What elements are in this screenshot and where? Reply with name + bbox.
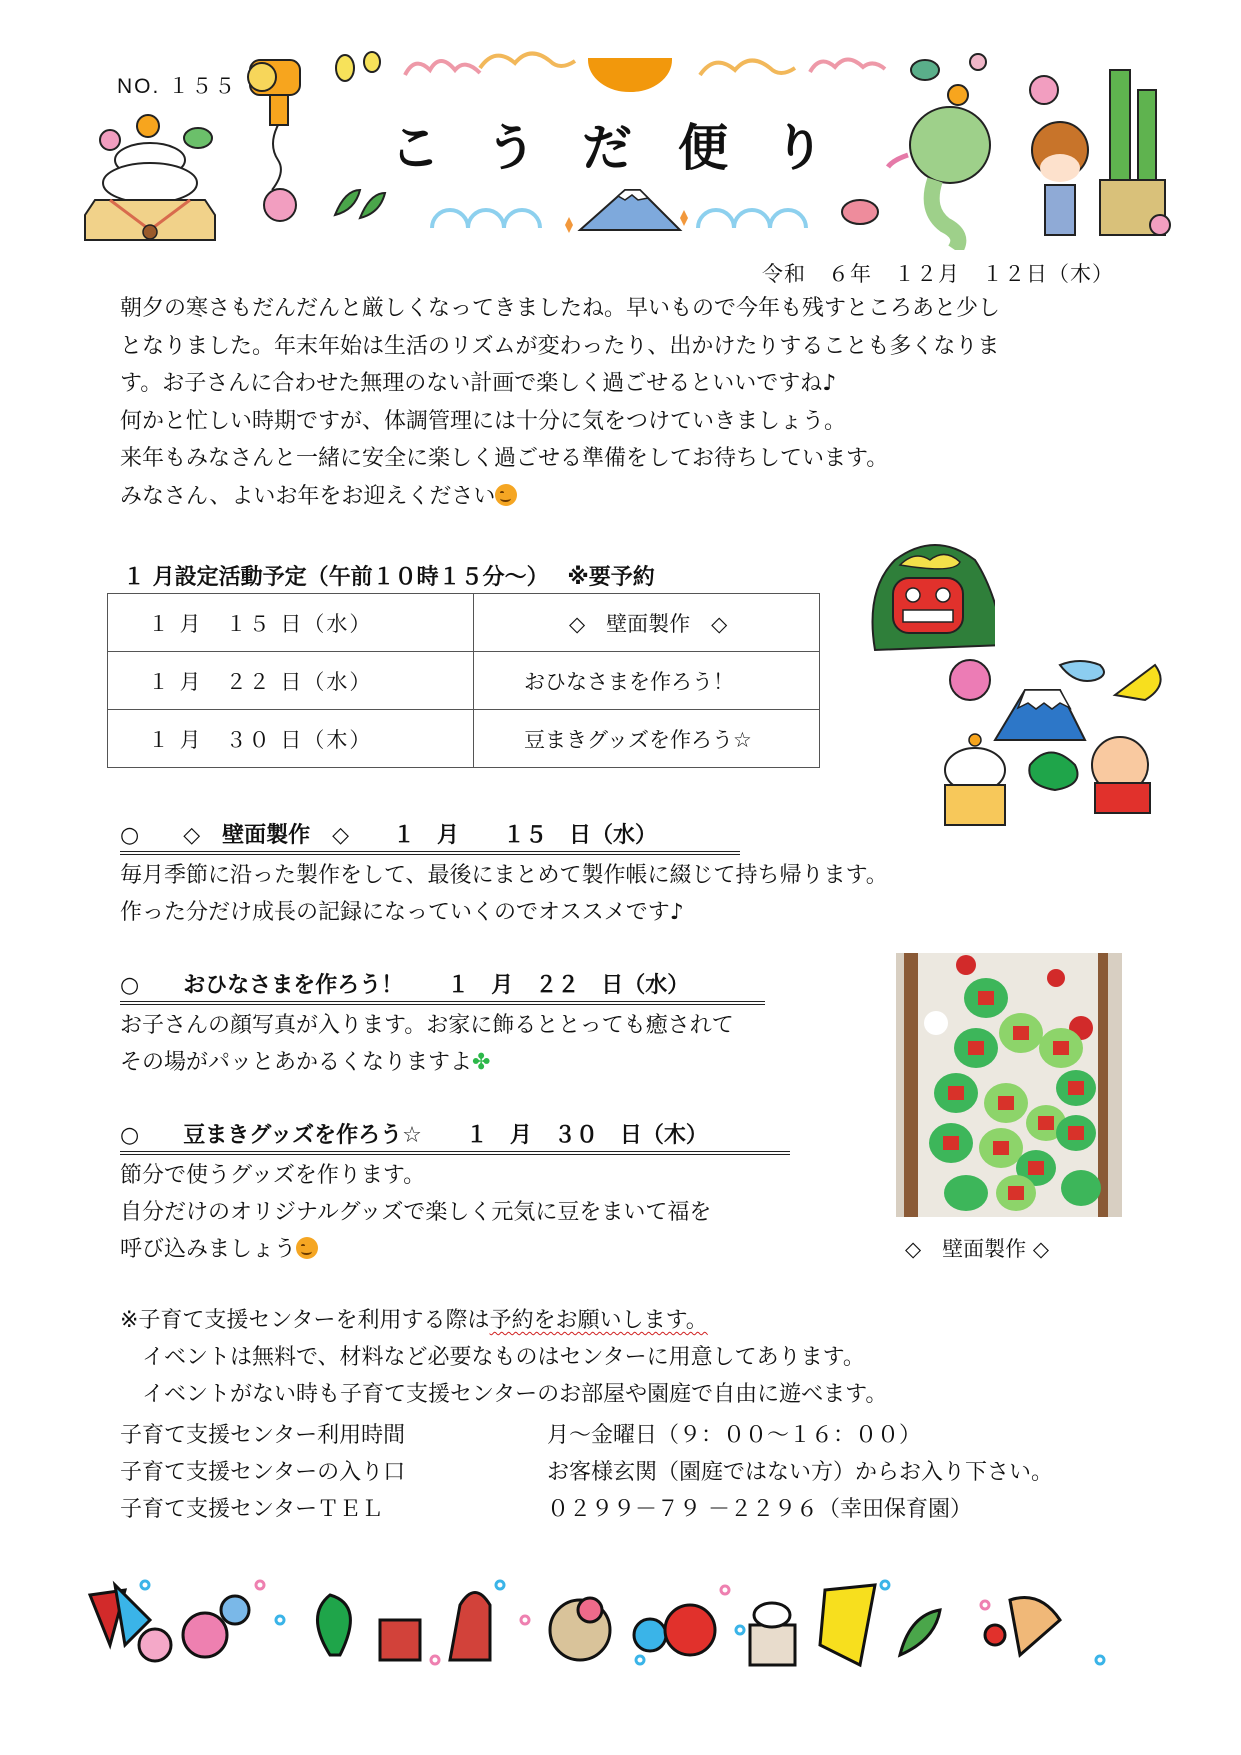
info-value: お客様玄関（園庭ではない方）からお入り下さい。 [547,1460,1054,1485]
clouds-sun-illustration [405,53,885,90]
schedule-activity: 豆まきグッズを作ろう☆ [474,710,820,768]
kagami-mochi-illustration [85,115,215,240]
section-body [120,1157,790,1268]
section-line: 呼び込みましょう [120,1237,297,1262]
waves-fuji-illustration [432,190,806,233]
issue-number: NO. １５５ [117,75,238,98]
info-label: 子育て支援センターＴＥＬ [120,1497,384,1522]
smiling-face-icon [495,484,517,506]
table-row [108,652,820,710]
section-line-with-icon [120,1044,765,1081]
newsletter-title: こうだ便り [390,119,870,177]
intro-message [120,290,1160,515]
info-row [120,1417,1053,1454]
activity-section-mamemaki [120,1118,790,1268]
intro-line: みなさん、よいお年をお迎えください [120,483,496,509]
info-value: 月～金曜日（９：００～１６：００） [547,1423,922,1448]
reservation-note-emphasis: 予約をお願いします。 [489,1308,708,1333]
section-line: 毎月季節に沿った製作をして、最後にまとめて製作帳に綴じて持ち帰ります。 [120,863,888,888]
section-body [120,1007,765,1081]
free-play-note: イベントがない時も子育て支援センターのお部屋や園庭で自由に遊べます。 [120,1382,888,1407]
section-line: お子さんの顔写真が入ります。お家に飾るととっても癒されて [120,1013,734,1038]
section-line: 自分だけのオリジナルグッズで楽しく元気に豆をまいて福を [120,1200,712,1225]
schedule-date: １ 月 ２２ 日（水） [108,652,474,710]
schedule-date: １ 月 １５ 日（水） [108,594,474,652]
intro-line: となりました。年末年始は生活のリズムが変わったり、出かけたりすることも多くなりま [120,333,1000,359]
info-label: 子育て支援センターの入り口 [120,1460,406,1485]
schedule-activity: おひなさまを作ろう！ [474,652,820,710]
shishimai-illustration [855,540,995,660]
center-notes [120,1302,887,1413]
section-line: その場がパッとあかるくなりますよ [120,1050,473,1075]
activity-section-wall-craft [120,818,888,931]
section-heading: ○ 豆まきグッズを作ろう☆ １ 月 ３０ 日（木） [120,1118,790,1155]
intro-line: 朝夕の寒さもだんだんと厳しくなってきましたね。早いもので今年も残すところあと少し [120,296,1001,321]
smiling-face-icon [296,1237,318,1259]
section-line: 作った分だけ成長の記録になっていくのでオススメです♪ [120,900,684,925]
table-row [108,594,820,652]
reservation-note [120,1302,887,1339]
intro-line: 何かと忙しい時期ですが、体調管理には十分に気をつけていきましょう。 [120,408,847,434]
activity-section-ohinasama [120,968,765,1081]
schedule-heading: １ 月設定活動予定（午前１０時１５分～） ※要予約 [123,565,655,590]
section-body [120,857,888,931]
intro-line: す。お子さんに合わせた無理のない計画で楽しく過ごせるといいですね♪ [120,371,837,396]
issue-date: 令和 ６年 １２月 １２日（木） [762,262,1114,286]
info-label: 子育て支援センター利用時間 [120,1423,406,1448]
wall-craft-photo-drawing [896,953,1122,1217]
schedule-table [107,593,820,768]
lucky-mallet-illustration [248,52,380,190]
sea-bream-illustration [842,200,878,224]
section-heading: ○ おひなさまを作ろう！ １ 月 ２２ 日（水） [120,968,765,1005]
info-row [120,1454,1053,1491]
intro-line-with-emoji [120,478,1160,516]
photo-caption: ◇ 壁面製作 ◇ [905,1237,1049,1261]
free-event-note: イベントは無料で、材料など必要なものはセンターに用意してあります。 [120,1345,865,1370]
schedule-activity: ◇ 壁面製作 ◇ [474,594,820,652]
snake-illustration [888,54,990,250]
section-line: 節分で使うグッズを作ります。 [120,1163,426,1188]
reservation-note-text: ※子育て支援センターを利用する際は [120,1308,490,1333]
section-heading: ○ ◇ 壁面製作 ◇ １ 月 １５ 日（水） [120,818,740,855]
footer-new-year-border [80,1575,1180,1675]
center-info [120,1417,1053,1528]
schedule-date: １ 月 ３０ 日（木） [108,710,474,768]
info-value: ０２９９－７９ －２２９６（幸田保育園） [547,1497,972,1522]
plum-flower-illustration [264,189,385,221]
wall-craft-photo [896,953,1122,1217]
table-row [108,710,820,768]
section-line-with-emoji [120,1231,790,1268]
child-kadomatsu-illustration [1030,70,1170,235]
new-year-items-illustration [935,655,1175,835]
intro-line: 来年もみなさんと一緒に安全に楽しく過ごせる準備をしてお待ちしています。 [120,446,889,471]
four-leaf-clover-icon: ✤ [472,1050,491,1075]
info-row [120,1491,1053,1528]
